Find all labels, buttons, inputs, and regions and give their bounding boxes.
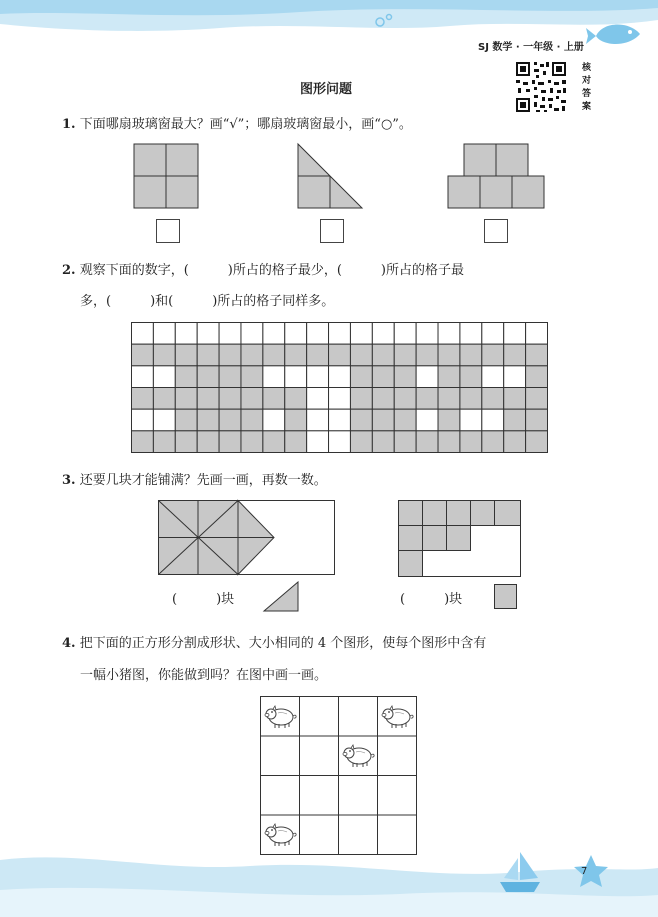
grid-cell bbox=[285, 323, 307, 345]
grid-cell bbox=[329, 431, 351, 453]
grid-cell bbox=[241, 344, 263, 366]
question-number: 2. bbox=[62, 263, 76, 278]
grid-cell bbox=[132, 323, 154, 345]
grid-cell bbox=[394, 323, 416, 345]
square-piece-icon bbox=[494, 584, 518, 610]
grid-cell bbox=[263, 323, 285, 345]
grid-cell bbox=[153, 409, 175, 431]
grid-cell bbox=[526, 366, 548, 388]
grid-cell bbox=[416, 344, 438, 366]
grid-cell bbox=[438, 323, 460, 345]
grid-cell bbox=[241, 431, 263, 453]
grid-cell bbox=[372, 323, 394, 345]
grid-cell bbox=[438, 409, 460, 431]
question-3 bbox=[62, 469, 327, 488]
window-b bbox=[298, 144, 362, 208]
grid-cell bbox=[132, 409, 154, 431]
grid-cell bbox=[460, 366, 482, 388]
grid-cell bbox=[329, 409, 351, 431]
qr-label-char: 答 bbox=[582, 89, 592, 99]
grid-cell bbox=[482, 409, 504, 431]
question-number: 3. bbox=[62, 473, 76, 488]
grid-cell bbox=[329, 366, 351, 388]
grid-cell bbox=[285, 344, 307, 366]
grid-cell bbox=[219, 431, 241, 453]
grid-cell bbox=[153, 323, 175, 345]
grid-cell bbox=[132, 388, 154, 410]
grid-cell bbox=[197, 344, 219, 366]
grid-cell bbox=[329, 344, 351, 366]
grid-cell bbox=[504, 344, 526, 366]
grid-cell bbox=[350, 323, 372, 345]
question-text: 下面哪扇玻璃窗最大？画“√”；哪扇玻璃窗最小，画“○”。 bbox=[79, 117, 412, 132]
question-number: 4. bbox=[62, 636, 76, 651]
grid-cell bbox=[197, 366, 219, 388]
grid-cell bbox=[197, 431, 219, 453]
grid-cell bbox=[526, 344, 548, 366]
grid-cell bbox=[175, 409, 197, 431]
grid-cell bbox=[307, 388, 329, 410]
grid-cell bbox=[372, 344, 394, 366]
grid-cell bbox=[372, 388, 394, 410]
q3-answer-left[interactable]: ( )块 bbox=[172, 592, 235, 607]
question-1 bbox=[62, 113, 412, 132]
grid-cell bbox=[504, 366, 526, 388]
grid-cell bbox=[175, 366, 197, 388]
grid-cell bbox=[175, 388, 197, 410]
grid-cell bbox=[350, 344, 372, 366]
grid-cell bbox=[460, 431, 482, 453]
qr-code[interactable] bbox=[514, 60, 568, 114]
grid-cell bbox=[460, 323, 482, 345]
grid-cell bbox=[482, 366, 504, 388]
grid-cell bbox=[263, 366, 285, 388]
grid-cell bbox=[460, 409, 482, 431]
grid-cell bbox=[263, 409, 285, 431]
question-text: 把下面的正方形分割成形状、大小相同的 4 个图形，使每个图形中含有 bbox=[79, 636, 487, 651]
qr-label-char: 案 bbox=[582, 102, 592, 112]
grid-cell bbox=[394, 388, 416, 410]
grid-cell bbox=[350, 431, 372, 453]
grid-cell bbox=[372, 409, 394, 431]
grid-cell bbox=[394, 409, 416, 431]
grid-cell bbox=[175, 431, 197, 453]
grid-cell bbox=[438, 344, 460, 366]
qr-label-char: 对 bbox=[582, 76, 592, 86]
q3-square-rect bbox=[398, 500, 522, 578]
grid-cell bbox=[219, 366, 241, 388]
grid-cell bbox=[241, 388, 263, 410]
grid-cell bbox=[504, 323, 526, 345]
question-text: 观察下面的数字，( )所占的格子最少，( )所占的格子最 bbox=[79, 263, 465, 278]
question-4-line-1 bbox=[62, 632, 486, 651]
grid-cell bbox=[175, 323, 197, 345]
grid-cell bbox=[438, 366, 460, 388]
grid-cell bbox=[263, 388, 285, 410]
question-number: 1. bbox=[62, 117, 76, 132]
grid-cell bbox=[438, 431, 460, 453]
window-c bbox=[448, 144, 544, 208]
grid-cell bbox=[482, 344, 504, 366]
grid-cell bbox=[263, 431, 285, 453]
header-series: SJ 数学 · 一年级 · 上册 bbox=[478, 42, 584, 53]
grid-cell bbox=[132, 431, 154, 453]
grid-cell bbox=[526, 388, 548, 410]
grid-cell bbox=[526, 431, 548, 453]
question-text: 还要几块才能铺满？先画一画，再数一数。 bbox=[79, 473, 327, 488]
grid-cell bbox=[285, 409, 307, 431]
grid-cell bbox=[416, 409, 438, 431]
grid-cell bbox=[394, 366, 416, 388]
grid-cell bbox=[482, 431, 504, 453]
grid-cell bbox=[526, 323, 548, 345]
grid-cell bbox=[307, 344, 329, 366]
grid-cell bbox=[329, 323, 351, 345]
grid-cell bbox=[219, 388, 241, 410]
page-number: 7 bbox=[581, 866, 588, 877]
answer-box-b[interactable] bbox=[320, 219, 344, 243]
triangle-piece-icon bbox=[260, 581, 300, 613]
grid-cell bbox=[197, 388, 219, 410]
answer-box-c[interactable] bbox=[484, 219, 508, 243]
answer-box-a[interactable] bbox=[156, 219, 180, 243]
grid-cell bbox=[307, 431, 329, 453]
grid-cell bbox=[416, 323, 438, 345]
grid-cell bbox=[372, 366, 394, 388]
grid-cell bbox=[307, 323, 329, 345]
grid-cell bbox=[197, 323, 219, 345]
grid-cell bbox=[416, 366, 438, 388]
grid-cell bbox=[329, 388, 351, 410]
grid-cell bbox=[504, 431, 526, 453]
grid-cell bbox=[153, 388, 175, 410]
fish-icon bbox=[586, 24, 640, 44]
grid-cell bbox=[263, 344, 285, 366]
grid-cell bbox=[372, 431, 394, 453]
grid-cell bbox=[285, 431, 307, 453]
grid-cell bbox=[504, 388, 526, 410]
grid-cell bbox=[241, 366, 263, 388]
grid-cell bbox=[285, 388, 307, 410]
grid-cell bbox=[460, 388, 482, 410]
grid-cell bbox=[153, 431, 175, 453]
grid-cell bbox=[132, 344, 154, 366]
grid-cell bbox=[460, 344, 482, 366]
q3-triangle-rect bbox=[158, 498, 338, 578]
grid-cell bbox=[153, 344, 175, 366]
question-2-line-2: 多，( )和( )所占的格子同样多。 bbox=[80, 294, 335, 309]
qr-label-char: 核 bbox=[582, 63, 592, 73]
window-a bbox=[134, 144, 198, 208]
grid-cell bbox=[197, 409, 219, 431]
digit-grid bbox=[131, 322, 548, 454]
grid-cell bbox=[350, 388, 372, 410]
grid-cell bbox=[482, 323, 504, 345]
grid-cell bbox=[219, 323, 241, 345]
q1-windows bbox=[120, 140, 560, 212]
grid-cell bbox=[438, 388, 460, 410]
grid-cell bbox=[241, 409, 263, 431]
grid-cell bbox=[394, 344, 416, 366]
qr-label bbox=[582, 62, 594, 114]
q3-answer-right[interactable]: ( )块 bbox=[400, 592, 463, 607]
pig-grid[interactable] bbox=[260, 696, 418, 856]
grid-cell bbox=[132, 366, 154, 388]
grid-cell bbox=[526, 409, 548, 431]
page-title: 图形问题 bbox=[300, 82, 353, 97]
question-4-line-2: 一幅小猪图，你能做到吗？在图中画一画。 bbox=[80, 668, 328, 683]
grid-cell bbox=[416, 431, 438, 453]
grid-cell bbox=[307, 366, 329, 388]
grid-cell bbox=[504, 409, 526, 431]
grid-cell bbox=[394, 431, 416, 453]
grid-cell bbox=[350, 409, 372, 431]
grid-cell bbox=[153, 366, 175, 388]
grid-cell bbox=[416, 388, 438, 410]
grid-cell bbox=[285, 366, 307, 388]
grid-cell bbox=[482, 388, 504, 410]
grid-cell bbox=[219, 409, 241, 431]
grid-cell bbox=[350, 366, 372, 388]
grid-cell bbox=[241, 323, 263, 345]
grid-cell bbox=[307, 409, 329, 431]
question-2-line-1 bbox=[62, 259, 464, 278]
grid-cell bbox=[219, 344, 241, 366]
grid-cell bbox=[175, 344, 197, 366]
